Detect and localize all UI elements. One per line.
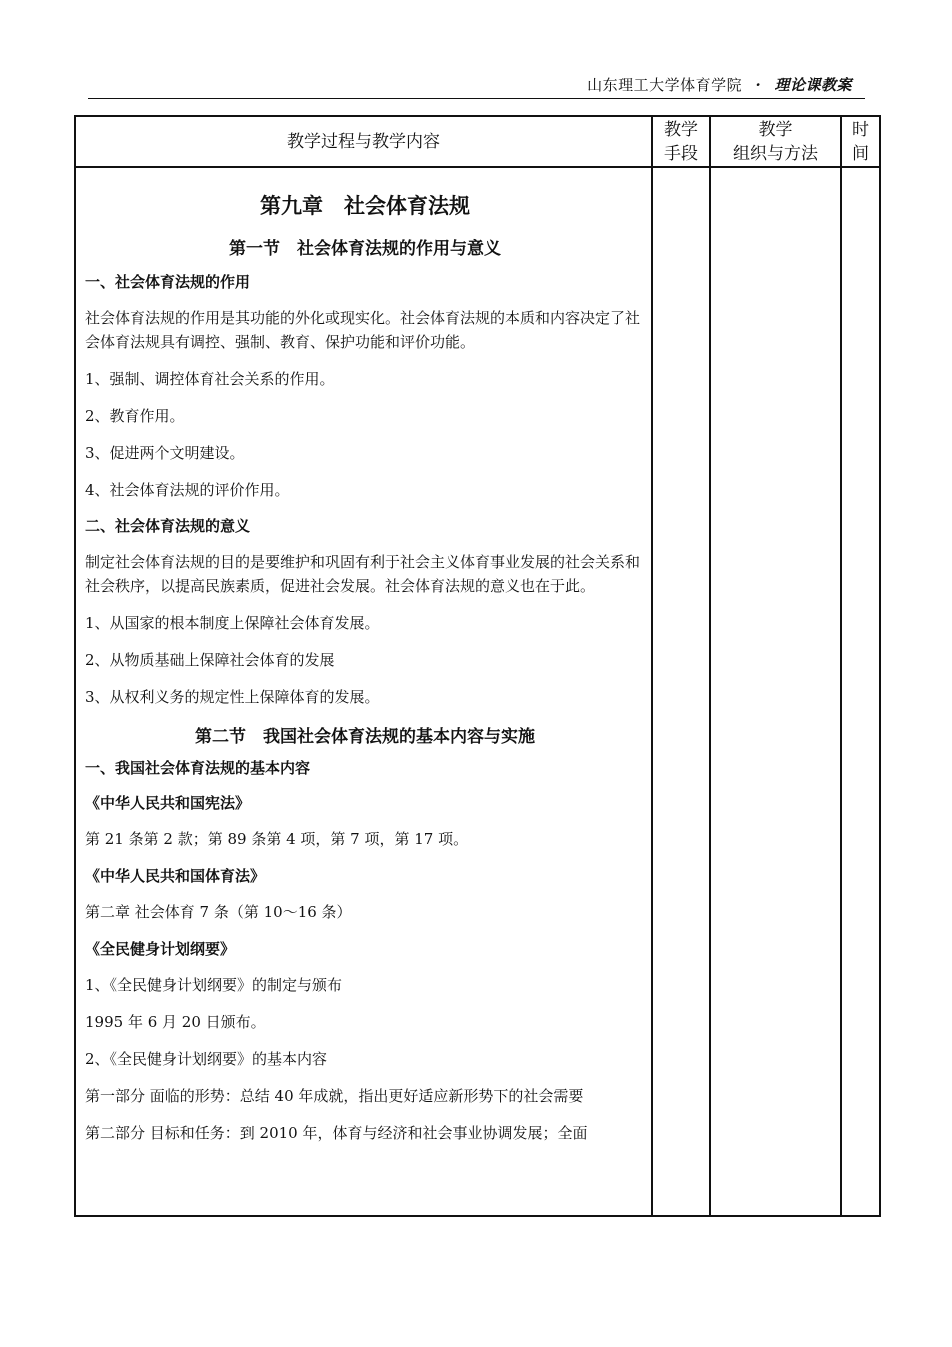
doc-type: 理论课教案 (774, 76, 852, 94)
school-name: 山东理工大学体育学院 (587, 76, 743, 94)
law2-title: 《中华人民共和国体育法》 (85, 867, 266, 885)
law3-title: 《全民健身计划纲要》 (85, 940, 236, 958)
header-method-cell (710, 116, 841, 167)
header-method-line2: 组织与方法 (733, 143, 818, 164)
s1-item7: 3、从权利义务的规定性上保障体育的发展。 (85, 688, 380, 706)
header-means-line1: 教学 (664, 119, 698, 140)
section2-title: 第二节 我国社会体育法规的基本内容与实施 (195, 727, 535, 747)
law1-title: 《中华人民共和国宪法》 (85, 794, 251, 812)
table-body-row (75, 167, 880, 1216)
s2-heading1: 一、我国社会体育法规的基本内容 (85, 759, 311, 777)
header-content-cell (75, 116, 652, 167)
s1-item2: 2、教育作用。 (85, 407, 185, 425)
s1-item6: 2、从物质基础上保障社会体育的发展 (85, 651, 335, 669)
s1-item5: 1、从国家的根本制度上保障社会体育发展。 (85, 614, 380, 632)
time-cell (841, 167, 880, 1216)
content-cell (75, 167, 652, 1216)
header-method-line1: 教学 (758, 119, 793, 140)
header-rule (88, 98, 865, 99)
s1-heading1: 一、社会体育法规的作用 (85, 273, 251, 291)
section1-title: 第一节 社会体育法规的作用与意义 (229, 239, 501, 259)
s1-item3: 3、促进两个文明建设。 (85, 444, 245, 462)
header-separator: · (755, 76, 762, 94)
means-cell (652, 167, 710, 1216)
s1-item4: 4、社会体育法规的评价作用。 (85, 481, 290, 499)
law3-item1-text: 1995 年 6 月 20 日颁布。 (85, 1013, 266, 1031)
law3-item1: 1、《全民健身计划纲要》的制定与颁布 (85, 976, 343, 994)
header-content-label: 教学过程与教学内容 (287, 131, 440, 152)
header-time-line2: 间 (852, 143, 869, 164)
method-cell (710, 167, 841, 1216)
chapter-title: 第九章 社会体育法规 (260, 193, 470, 218)
s1-item1: 1、强制、调控体育社会关系的作用。 (85, 370, 335, 388)
table-header-row (75, 116, 880, 167)
law3-part2: 第二部分 目标和任务：到 2010 年，体育与经济和社会事业协调发展；全面 (85, 1124, 588, 1142)
page-header (587, 74, 852, 95)
s1-para2: 制定社会体育法规的目的是要维护和巩固有利于社会主义体育事业发展的社会关系和社会秩序，以提高民族素质，促进社会发展。社会体育法规的意义也在于此。 (85, 553, 641, 595)
law3-part1: 第一部分 面临的形势：总结 40 年成就，指出更好适应新形势下的社会需要 (85, 1087, 584, 1105)
lesson-table (74, 115, 881, 1217)
law1-text: 第 21 条第 2 款；第 89 条第 4 项，第 7 项，第 17 项。 (85, 830, 469, 848)
header-time-cell (841, 116, 880, 167)
law2-text: 第二章 社会体育 7 条（第 10～16 条） (85, 903, 352, 921)
s1-para1: 社会体育法规的作用是其功能的外化或现实化。社会体育法规的本质和内容决定了社会体育法规具有调控、强制、教育、保护功能和评价功能。 (85, 309, 641, 351)
s1-heading2: 二、社会体育法规的意义 (85, 517, 251, 535)
law3-item2: 2、《全民健身计划纲要》的基本内容 (85, 1050, 328, 1068)
header-means-line2: 手段 (664, 143, 698, 164)
header-means-cell (652, 116, 710, 167)
header-time-line1: 时 (852, 119, 869, 140)
